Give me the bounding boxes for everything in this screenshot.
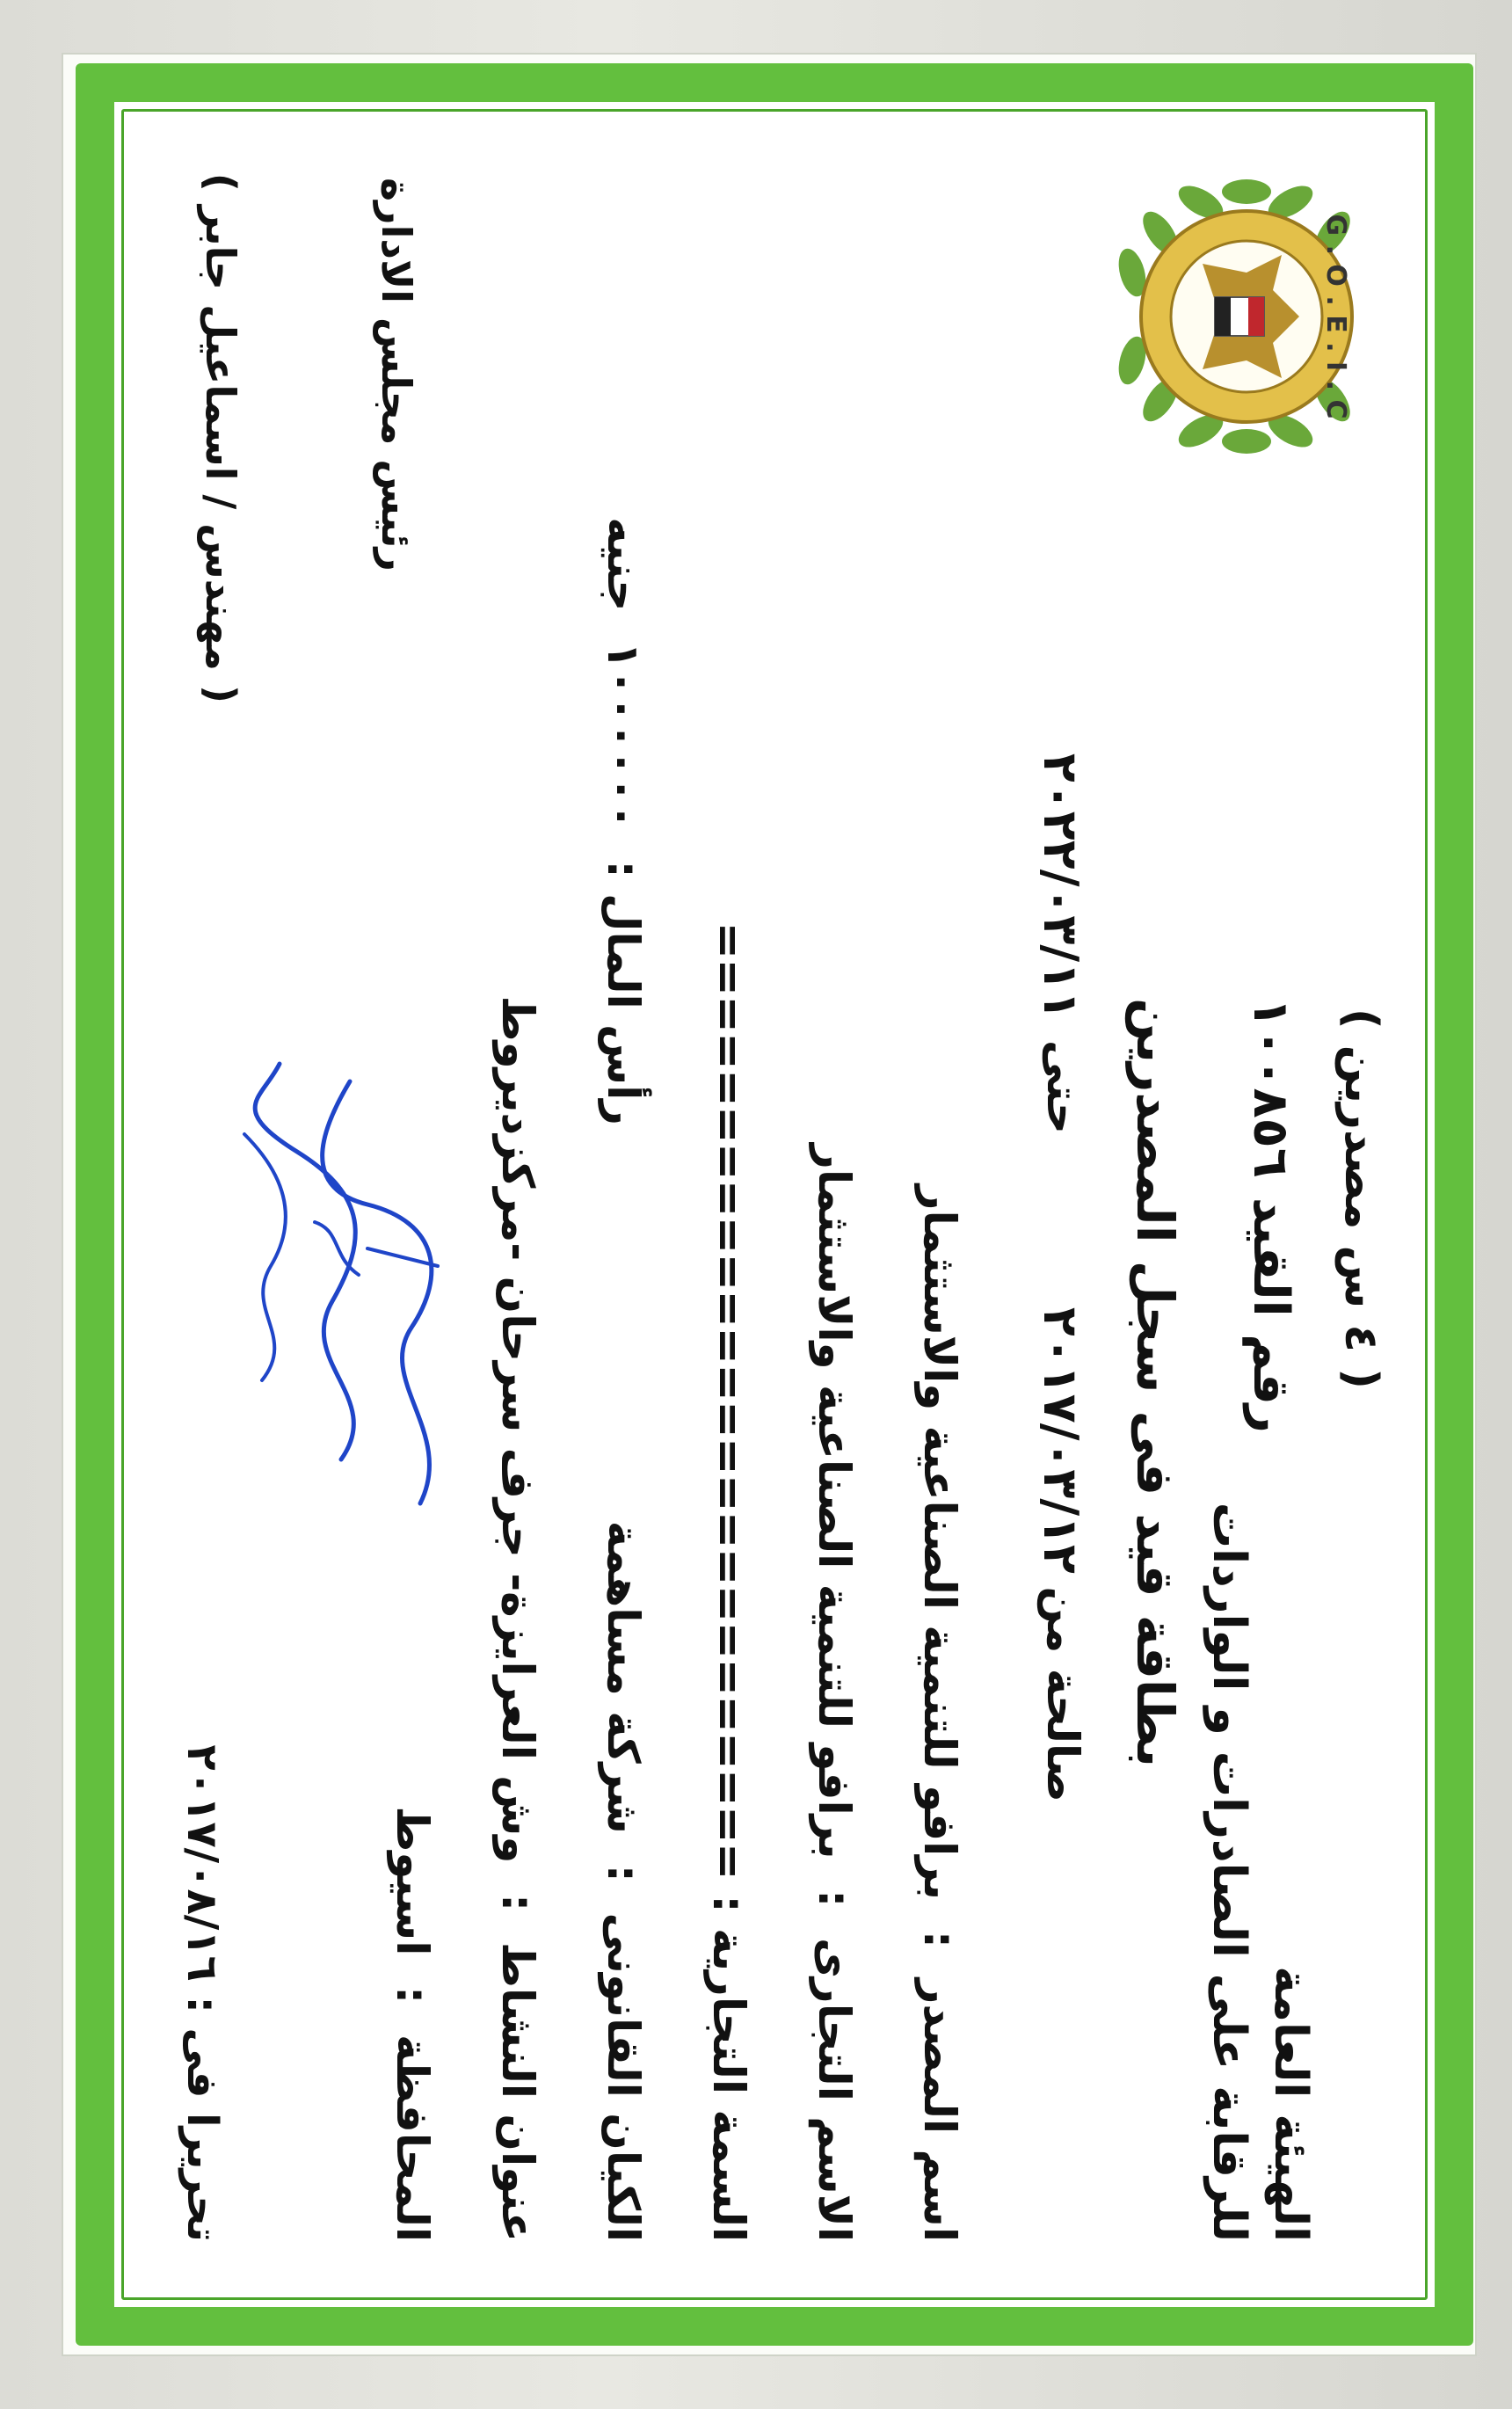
handwritten-signature	[209, 1046, 473, 1539]
trademark-label: السمة التجارية : ==========================	[703, 921, 754, 2242]
goeic-seal-logo	[1097, 167, 1396, 466]
chairman-title: رئيس مجلس الادارة	[373, 177, 420, 571]
registration-number: ١٠٠٨٥٦	[1242, 997, 1299, 1178]
card-title: بطاقة قيد فى سجل المصدرين	[1125, 998, 1185, 1767]
valid-label: صالحة من	[1037, 1586, 1088, 1802]
valid-to-date: ٢٠٢٢/٠٣/١١	[1033, 753, 1088, 1020]
exporter-category: ( ٤ س مصدرين )	[1334, 1008, 1387, 1389]
card-content	[127, 114, 1422, 2295]
trade-name-value: برافو للتنمية الصناعية والاستثمار	[809, 1144, 860, 1860]
legal-entity-label: الكيان القانونى : شركة مساهمة	[598, 1520, 649, 2242]
activity-address-label: عنوان النشاط : وش العرايزة- جرف سرحان -مركزديروط	[492, 995, 543, 2242]
chairman-name: ( مهندس / اسماعيل جابر )	[197, 172, 244, 703]
seal-letters	[1320, 215, 1351, 419]
authority-line2: للرقابة على الصادرات و الواردات	[1203, 1502, 1255, 2242]
valid-from-date: ٢٠١٧/٠٣/١٢	[1033, 1306, 1088, 1574]
activity-address-value: وش العرايزة- جرف سرحان -مركزديروط	[492, 995, 543, 1864]
exporter-name-label: اسم المصدر : برافو للتنمية الصناعية والاستثمار	[914, 1184, 965, 2242]
trademark-value: ==========================	[703, 921, 754, 1881]
registration-label: رقم القيد	[1242, 1197, 1299, 1433]
valid-to-label: حتى	[1037, 1039, 1088, 1134]
svg-text:G . O . E . I . C: G . O . E . I . C	[1320, 214, 1351, 419]
governorate-value: اسيوط	[387, 1806, 438, 1956]
exporter-name-value: برافو للتنمية الصناعية والاستثمار	[914, 1184, 965, 1901]
trade-name-label: الاسم التجارى : برافو للتنمية الصناعية والاستثمار	[809, 1144, 860, 2242]
issue-date: تحريرا فى : ٢٠١٧/٠٨/١٦	[178, 1744, 227, 2242]
authority-line1: الهيئة العامة	[1264, 1966, 1317, 2242]
governorate-label: المحافظة : اسيوط	[387, 1806, 438, 2242]
capital-label: رأس المال : ١٠٠٠٠٠٠ جنيه	[598, 517, 649, 1125]
currency-label: جنيه	[598, 517, 649, 612]
legal-entity-value: شركة مساهمة	[598, 1520, 649, 1834]
capital-value: ١٠٠٠٠٠٠	[598, 642, 649, 830]
